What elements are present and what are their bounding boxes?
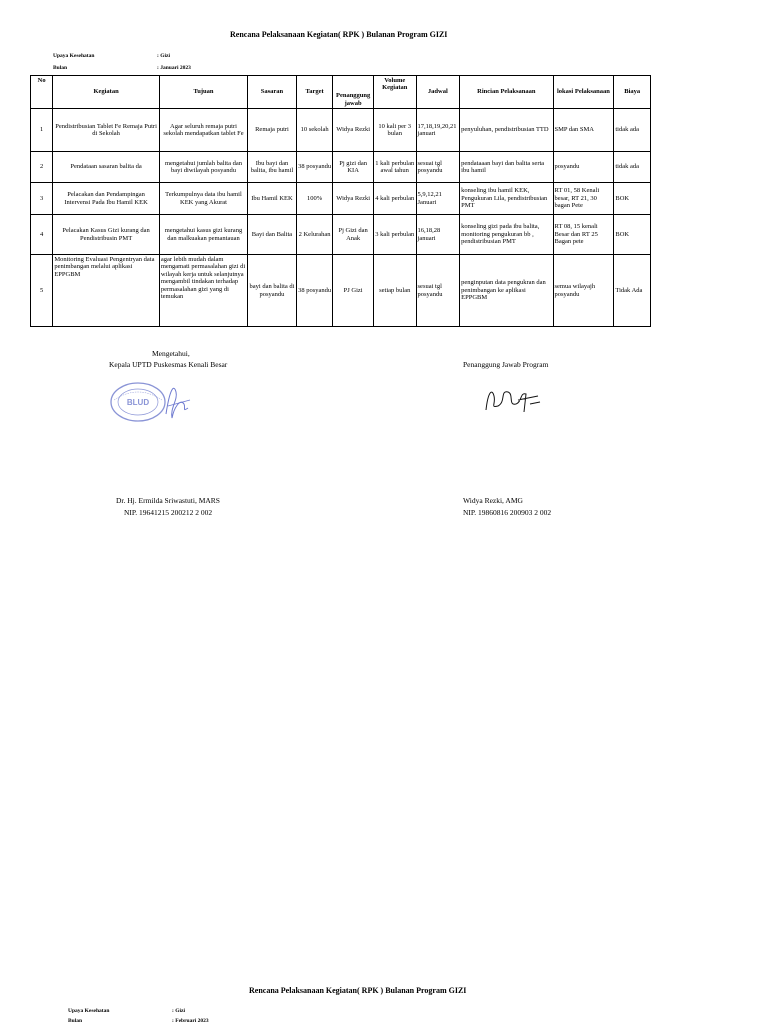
cell-volume: 4 kali perbulan — [373, 183, 416, 215]
header-sasaran: Sasaran — [248, 76, 297, 109]
header-tujuan: Tujuan — [159, 76, 247, 109]
page2-upaya-label: Upaya Kesehatan — [68, 1008, 110, 1014]
cell-biaya: BOK — [614, 215, 651, 255]
cell-target: 2 Kelurahan — [296, 215, 333, 255]
table-row — [31, 183, 651, 215]
cell-rincian: penyuluhan, pendistribusian TTD — [460, 109, 553, 152]
cell-no: 3 — [31, 183, 53, 215]
cell-lokasi: SMP dan SMA — [553, 109, 614, 152]
cell-sasaran: Ibu bayi dan balita, ibu hamil — [248, 152, 297, 183]
table-row — [31, 152, 651, 183]
cell-jadwal: 16,18,28 januari — [416, 215, 460, 255]
cell-biaya: BOK — [614, 183, 651, 215]
cell-sasaran: bayi dan balita di posyandu — [248, 255, 297, 327]
upaya-label: Upaya Kesehatan — [53, 53, 95, 59]
cell-biaya: Tidak Ada — [614, 255, 651, 327]
table-header-row — [31, 76, 651, 109]
stamp-text: BLUD — [126, 398, 150, 407]
table-row — [31, 255, 651, 327]
cell-lokasi: posyandu — [553, 152, 614, 183]
bulan-label: Bulan — [53, 65, 68, 71]
cell-sasaran: Bayi dan Balita — [248, 215, 297, 255]
cell-volume: setiap bulan — [373, 255, 416, 327]
cell-rincian: konseling gizi pada ibu balita, monitoring pengukuran bb , pendistribusian PMT — [460, 215, 553, 255]
mengetahui-label: Mengetahui, — [152, 349, 190, 358]
rpk-table — [30, 75, 651, 327]
cell-kegiatan: Monitoring Evaluasi Pengentryan data penimbangan melalui aplikasi EPPGBM — [53, 255, 160, 327]
header-rincian: Rincian Pelaksanaan — [460, 76, 553, 109]
cell-biaya: tidak ada — [614, 109, 651, 152]
cell-kegiatan: Pendataan sasaran balita da — [53, 152, 160, 183]
table-row — [31, 215, 651, 255]
cell-jadwal: sesuai tgl posyandu — [416, 152, 460, 183]
cell-jadwal: 17,18,19,20,21 januari — [416, 109, 460, 152]
cell-tujuan: Agar seluruh remaja putri sekolah mendapatkan tablet Fe — [159, 109, 247, 152]
cell-volume: 1 kali perbulan awal tahun — [373, 152, 416, 183]
cell-penanggung-jawab: Widya Rezki — [333, 109, 374, 152]
header-biaya: Biaya — [614, 76, 651, 109]
cell-lokasi: RT 01, 58 Kenali besar, RT 21, 30 bagan Pete — [553, 183, 614, 215]
cell-tujuan: mengetahui jumlah balita dan bayi diwilayah posyandu — [159, 152, 247, 183]
cell-target: 100% — [296, 183, 333, 215]
cell-tujuan: agar lebih mudah dalam mengamati permasalahan gizi di wilayah kerja untuk selanjutnya mengambil tindakan terhadap permasalahan gizi yang di temukan — [159, 255, 247, 327]
cell-kegiatan: Pelacakan dan Pendampingan Intervensi Pada Ibu Hamil KEK — [53, 183, 160, 215]
bulan-value: : Januari 2023 — [157, 65, 191, 71]
table-row — [31, 109, 651, 152]
cell-volume: 3 kali perbulan — [373, 215, 416, 255]
cell-kegiatan: Pendistribusian Tablet Fe Remaja Putri di Sekolah — [53, 109, 160, 152]
page2-upaya-value: : Gizi — [172, 1008, 185, 1014]
cell-sasaran: Remaja putri — [248, 109, 297, 152]
cell-rincian: pendataaan bayi dan balita serta ibu hamil — [460, 152, 553, 183]
cell-biaya: tidak ada — [614, 152, 651, 183]
page2-bulan-label: Bulan — [68, 1018, 83, 1024]
cell-rincian: penginputan data pengukran dan penimbangan ke aplikasi EPPGBM — [460, 255, 553, 327]
cell-lokasi: semua wilayajh posyandu — [553, 255, 614, 327]
cell-target: 38 posyandu — [296, 152, 333, 183]
cell-rincian: konseling ibu hamil KEK, Pengukuran Lila, pendistribusian PMT — [460, 183, 553, 215]
header-volume: Volume Kegiatan — [373, 76, 416, 109]
cell-tujuan: Terkumpulnya data ibu hamil KEK yang Akurat — [159, 183, 247, 215]
signature-icon — [478, 382, 548, 418]
cell-target: 10 sekolah — [296, 109, 333, 152]
header-jadwal: Jadwal — [416, 76, 460, 109]
header-no: No — [31, 76, 53, 109]
cell-jadwal: 5,9,12,21 Januari — [416, 183, 460, 215]
cell-jadwal: sesuai tgl posyandu — [416, 255, 460, 327]
cell-no: 5 — [31, 255, 53, 327]
cell-no: 4 — [31, 215, 53, 255]
pj-name: Widya Rezki, AMG — [463, 496, 523, 505]
page2-title: Rencana Pelaksanaan Kegiatan( RPK ) Bulanan Program GIZI — [249, 986, 467, 995]
cell-target: 38 posyandu — [296, 255, 333, 327]
header-kegiatan: Kegiatan — [53, 76, 160, 109]
cell-no: 1 — [31, 109, 53, 152]
kepala-nip: NIP. 19641215 200212 2 002 — [124, 508, 213, 517]
cell-penanggung-jawab: Pj gizi dan KIA — [333, 152, 374, 183]
kepala-title: Kepala UPTD Puskesmas Kenali Besar — [109, 360, 228, 369]
header-penanggung-jawab: Penanggung jawab — [333, 76, 374, 109]
header-lokasi: lokasi Pelaksanaan — [553, 76, 614, 109]
cell-kegiatan: Pelacakan Kasus Gizi kurang dan Pendistribusin PMT — [53, 215, 160, 255]
cell-penanggung-jawab: Widya Rezki — [333, 183, 374, 215]
pj-nip: NIP. 19860816 200903 2 002 — [463, 508, 552, 517]
document-title: Rencana Pelaksanaan Kegiatan( RPK ) Bulanan Program GIZI — [230, 30, 448, 39]
header-target: Target — [296, 76, 333, 109]
cell-penanggung-jawab: Pj Gizi dan Anak — [333, 215, 374, 255]
cell-no: 2 — [31, 152, 53, 183]
cell-lokasi: RT 08, 15 kenali Besar dan RT 25 Bagan pete — [553, 215, 614, 255]
upaya-value: : Gizi — [157, 53, 170, 59]
cell-sasaran: Ibu Hamil KEK — [248, 183, 297, 215]
cell-penanggung-jawab: PJ Gizi — [333, 255, 374, 327]
official-stamp-icon — [108, 378, 198, 426]
page2-bulan-value: : Februari 2023 — [172, 1018, 209, 1024]
pj-program-label: Penanggung Jawab Program — [463, 360, 549, 369]
cell-tujuan: mengetahui kasus gizi kurang dan malkuakan pemantauan — [159, 215, 247, 255]
cell-volume: 10 kali per 3 bulan — [373, 109, 416, 152]
kepala-name: Dr. Hj. Ermilda Sriwastuti, MARS — [116, 496, 220, 505]
